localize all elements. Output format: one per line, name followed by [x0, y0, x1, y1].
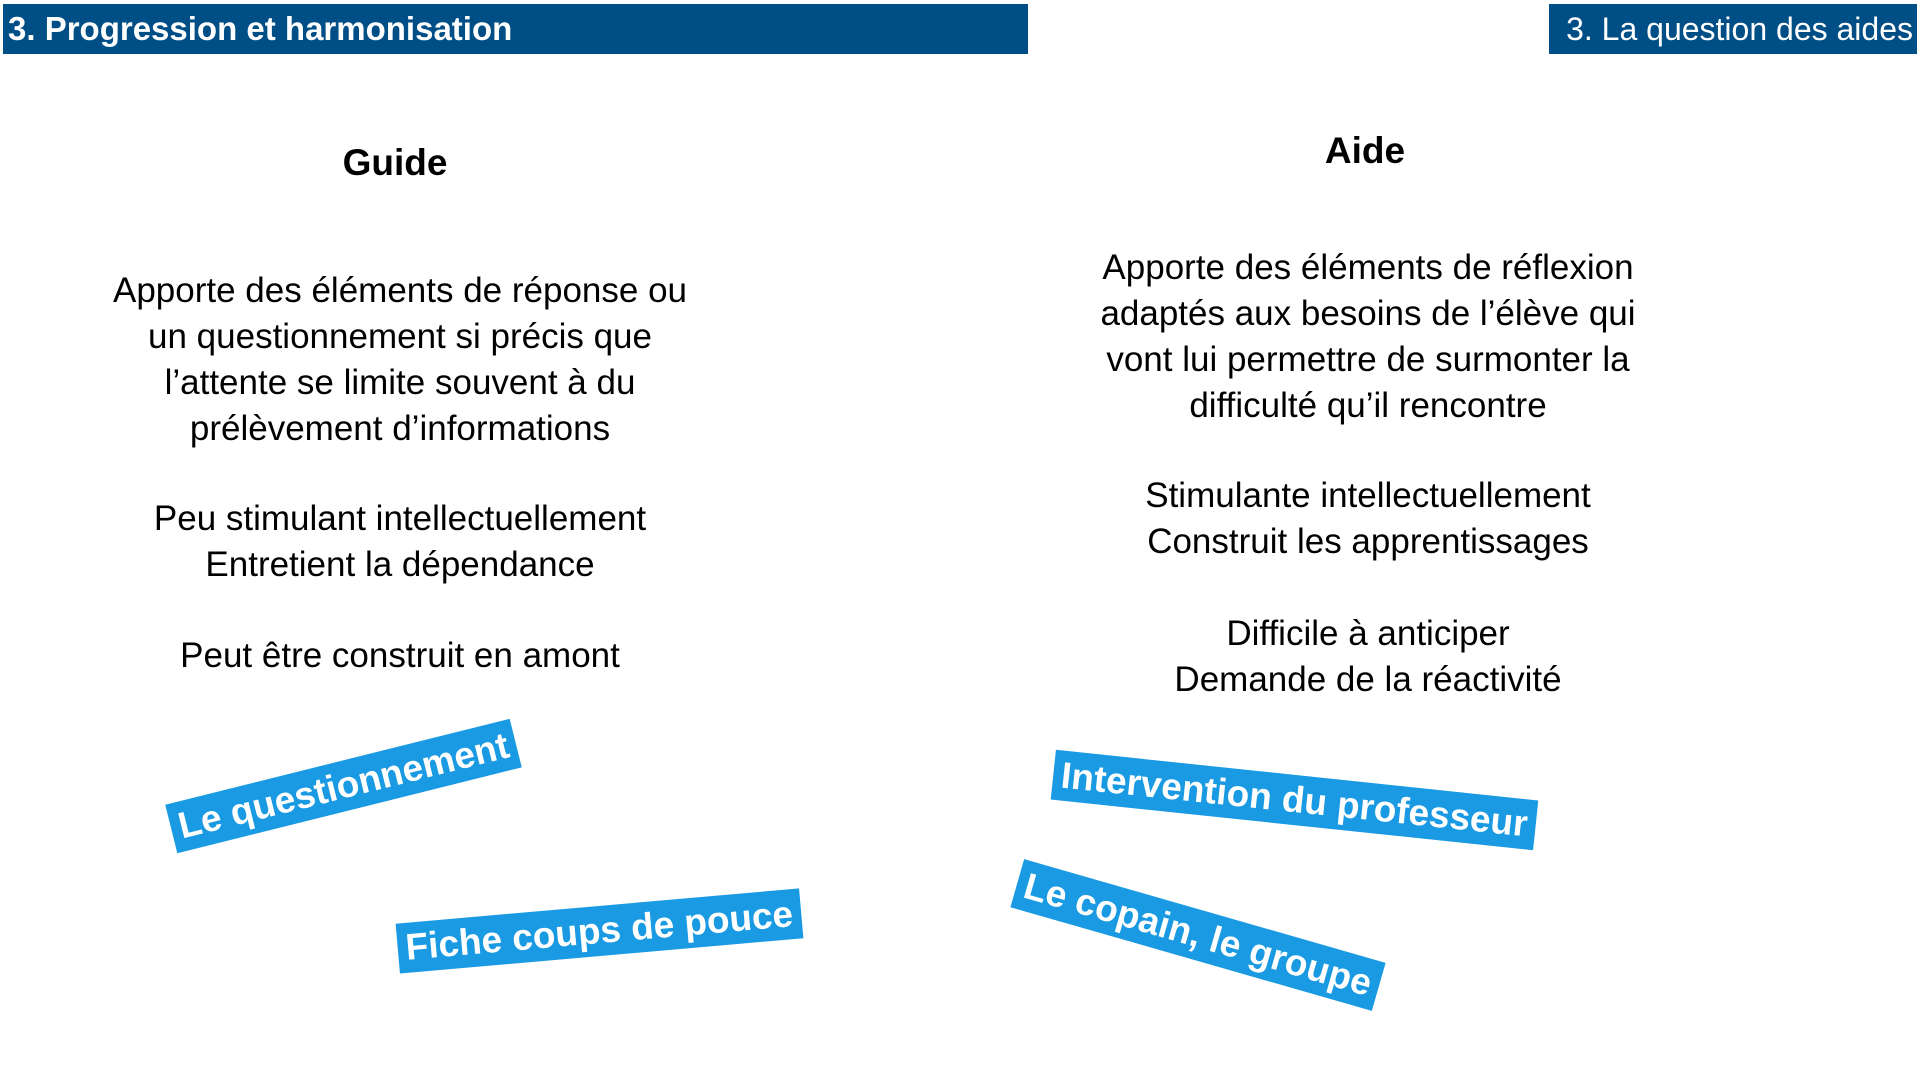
- text-line: Demande de la réactivité: [1174, 660, 1562, 699]
- subsection-title-banner: [1549, 4, 1917, 54]
- aide-title: Aide: [1324, 130, 1406, 171]
- text-line: Difficile à anticiper: [1226, 614, 1510, 653]
- text-line: l’attente se limite souvent à du: [164, 363, 636, 402]
- text-line: Stimulante intellectuellement: [1145, 476, 1591, 515]
- text-line: Peu stimulant intellectuellement: [153, 499, 647, 538]
- guide-title: Guide: [342, 142, 448, 183]
- text-line: un questionnement si précis que: [148, 317, 652, 356]
- tag-questionnement: Le questionnement: [165, 719, 522, 853]
- text-line: difficulté qu’il rencontre: [1189, 386, 1547, 425]
- text-line: Apporte des éléments de réponse ou: [113, 271, 687, 310]
- text-line: prélèvement d’informations: [189, 409, 611, 448]
- text-line: Peut être construit en amont: [180, 636, 620, 675]
- subsection-title: 3. La question des aides: [1566, 11, 1913, 47]
- guide-paragraph-3: [40, 633, 760, 679]
- guide-paragraph-1: [40, 268, 760, 452]
- aide-paragraph-1: [1008, 245, 1728, 429]
- section-title: 3. Progression et harmonisation: [8, 10, 513, 47]
- guide-paragraph-2: [40, 496, 760, 588]
- text-line: Construit les apprentissages: [1147, 522, 1589, 561]
- tag-fiche-coups-de-pouce: Fiche coups de pouce: [396, 888, 803, 973]
- tag-intervention-professeur: Intervention du professeur: [1051, 750, 1538, 850]
- tag-copain-groupe: Le copain, le groupe: [1010, 859, 1385, 1011]
- section-title-banner: [3, 4, 1028, 54]
- aide-paragraph-2: [1008, 473, 1728, 565]
- text-line: vont lui permettre de surmonter la: [1106, 340, 1630, 379]
- text-line: Entretient la dépendance: [205, 545, 595, 584]
- text-line: Apporte des éléments de réflexion: [1102, 248, 1634, 287]
- aide-paragraph-3: [1008, 611, 1728, 703]
- text-line: adaptés aux besoins de l’élève qui: [1100, 294, 1636, 333]
